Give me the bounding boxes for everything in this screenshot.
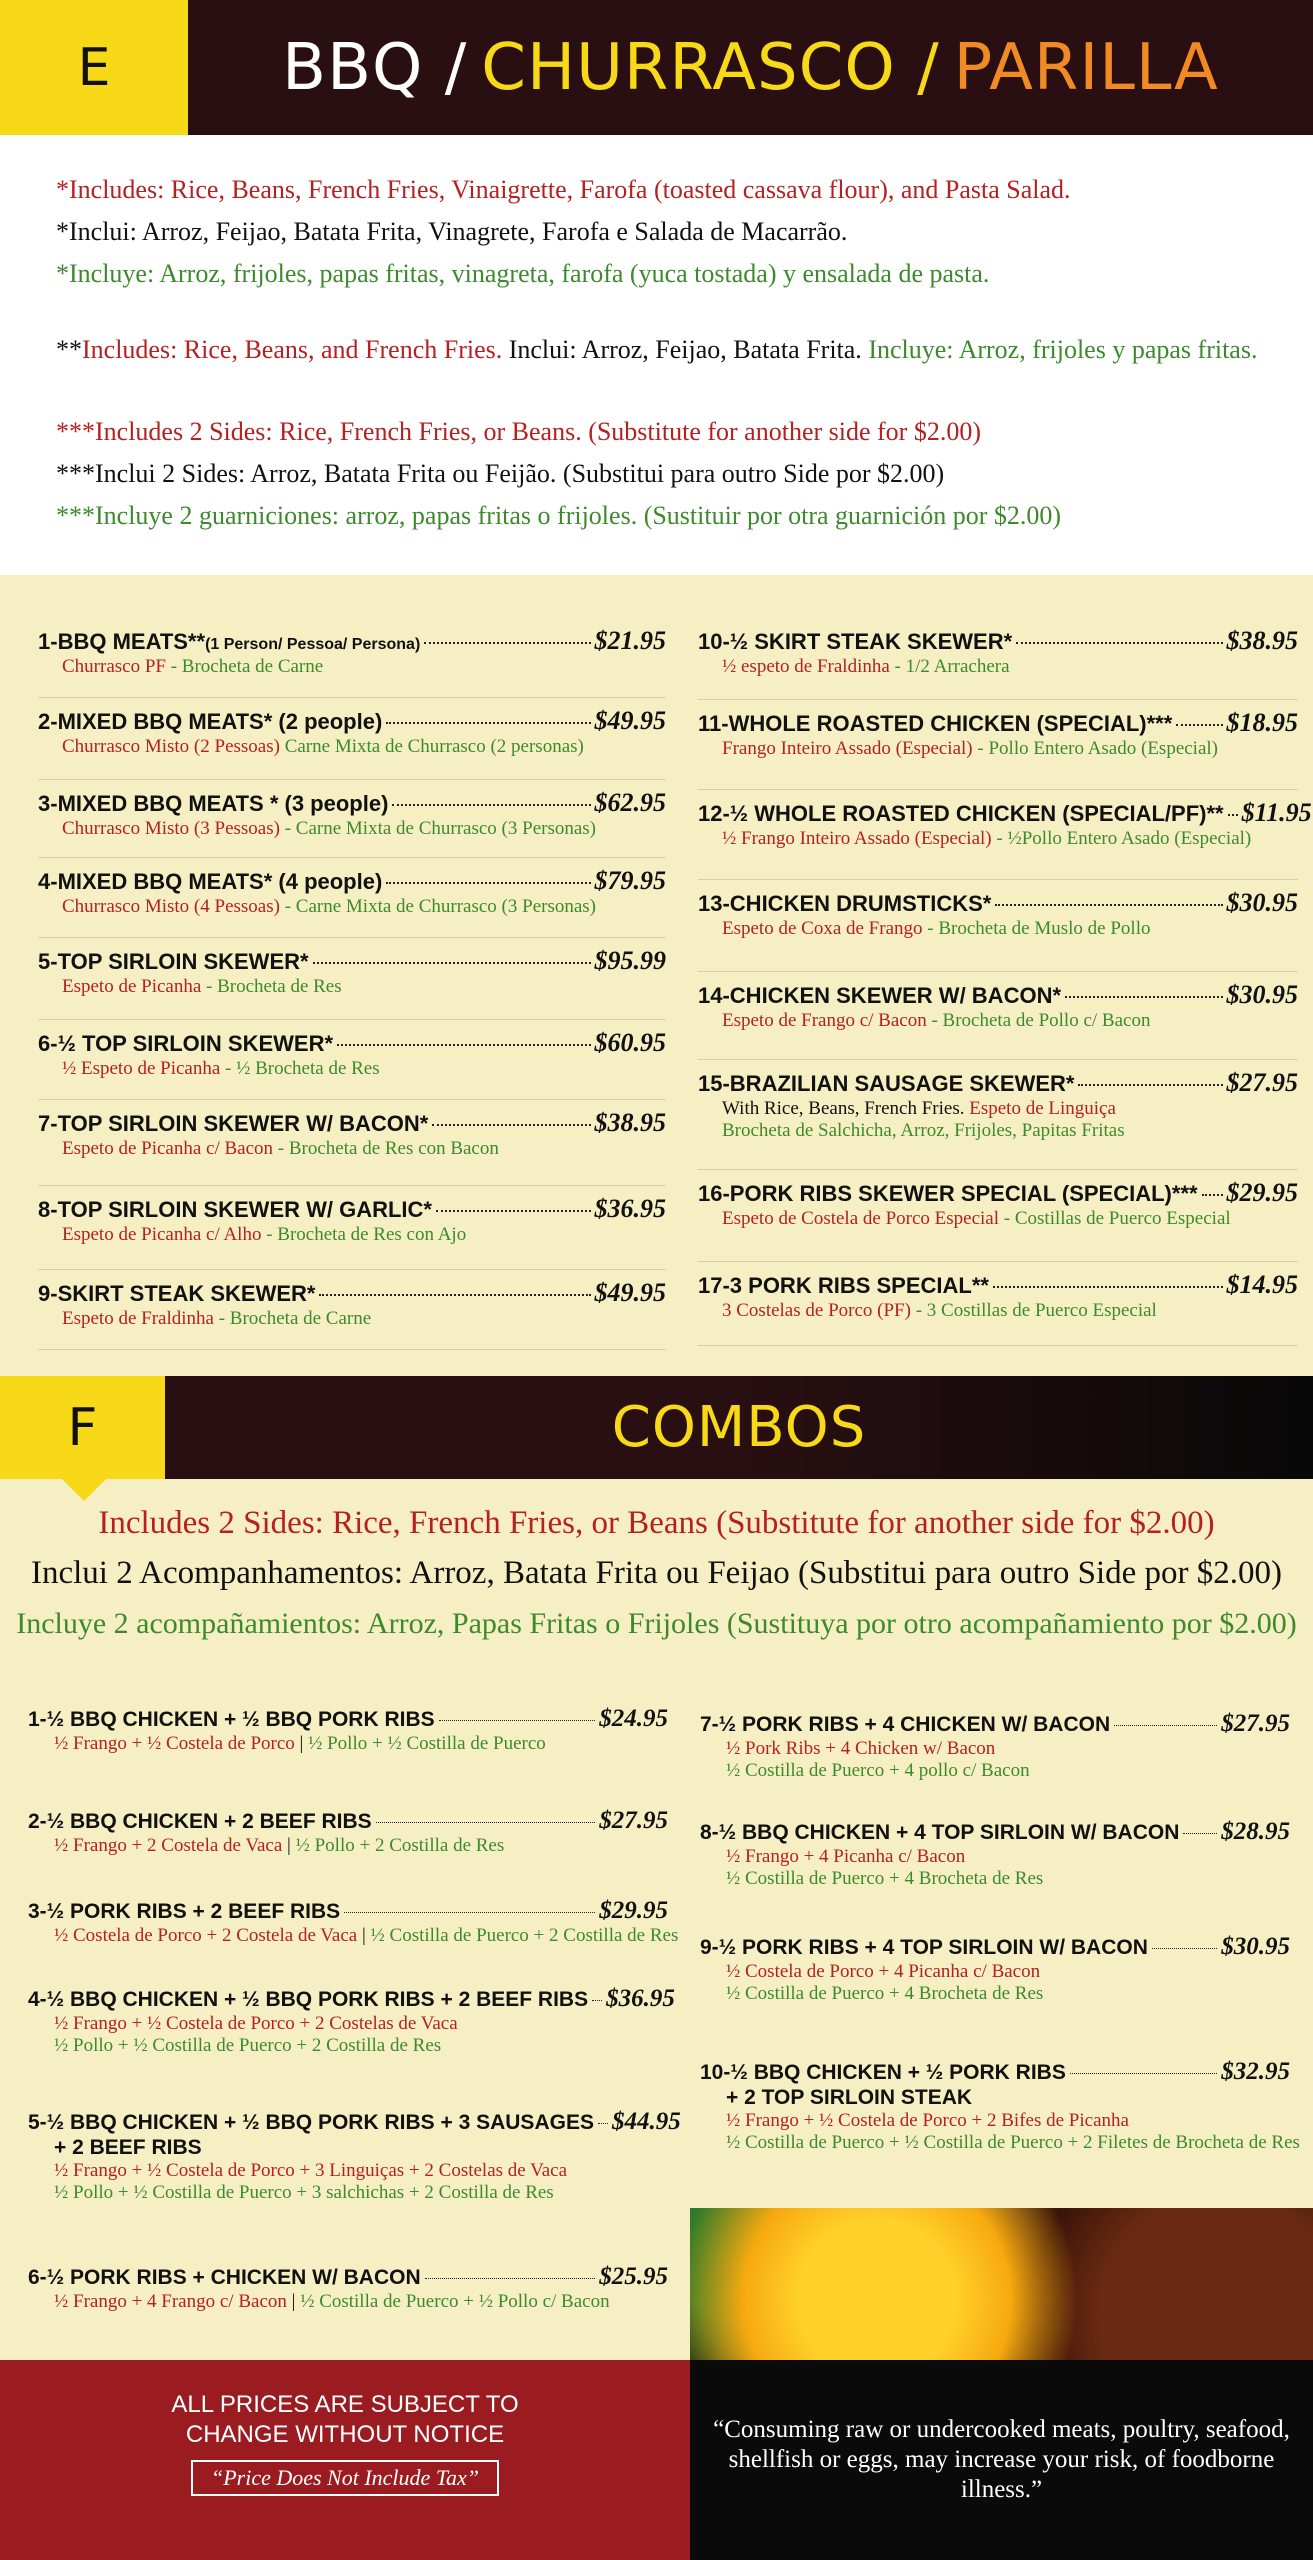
- leader-dots: [1070, 2073, 1217, 2074]
- item-name: MIXED BBQ MEATS* (2 people): [57, 709, 383, 734]
- leader-dots: [386, 882, 590, 884]
- translation-fragment: ½ Frango + ½ Costela de Porco + 3 Linguiças + 2 Costelas de Vaca: [54, 2160, 568, 2181]
- leader-dots: [436, 1210, 591, 1212]
- combo-translation: [700, 2132, 1300, 2154]
- combo-name: 9-½ PORK RIBS + 4 TOP SIRLOIN W/ BACON: [700, 1936, 1148, 1959]
- translation-fragment: 3 Costelas de Porco (PF): [722, 1300, 916, 1321]
- translation-fragment: Brocheta de Salchicha, Arroz, Frijoles, Papitas Fritas: [722, 1120, 1125, 1141]
- combo-price: $24.95: [599, 1705, 668, 1732]
- menu-item: [698, 880, 1298, 972]
- item-price: $21.95: [594, 626, 666, 655]
- translation-fragment: Espeto de Picanha c/ Bacon: [62, 1138, 278, 1159]
- item-name: WHOLE ROASTED CHICKEN (SPECIAL)***: [728, 711, 1173, 736]
- translation-fragment: Espeto de Coxa de Frango: [722, 918, 928, 939]
- item-translation: [698, 1098, 1298, 1120]
- combo-translation: [700, 1983, 1290, 2005]
- translation-fragment: Espeto de Linguiça: [969, 1098, 1116, 1119]
- translation-fragment: ½ Costilla de Puerco + 4 Brocheta de Res: [726, 1983, 1044, 2004]
- section-f-title: COMBOS: [611, 1395, 867, 1460]
- item-name: BRAZILIAN SAUSAGE SKEWER*: [729, 1071, 1075, 1096]
- item-translation: [38, 736, 666, 758]
- translation-fragment: ½ espeto de Fraldinha: [722, 656, 895, 677]
- translation-fragment: With Rice, Beans, French Fries.: [722, 1098, 970, 1119]
- note-line: [56, 335, 1257, 365]
- combo-item: [700, 1710, 1290, 1782]
- combo-price: $44.95: [611, 2108, 681, 2135]
- combos-note-en: Includes 2 Sides: Rice, French Fries, or Beans (Substitute for another side for $2.00): [98, 1505, 1215, 1541]
- menu-item: [38, 1100, 666, 1186]
- leader-dots: [425, 2278, 596, 2279]
- item-number: 11-: [698, 711, 729, 736]
- leader-dots: [376, 1822, 596, 1823]
- includes-notes: [0, 135, 1313, 575]
- item-number: 13-: [698, 891, 730, 916]
- combo-translation: [700, 1738, 1290, 1760]
- item-translation: [698, 1120, 1298, 1142]
- translation-fragment: - Brocheta de Res con Bacon: [277, 1138, 499, 1159]
- note-line: ***Includes 2 Sides: Rice, French Fries, or Beans. (Substitute for another side for $2.00): [56, 417, 981, 446]
- translation-fragment: ½ Frango + 4 Picanha c/ Bacon: [726, 1846, 966, 1867]
- combo-price: $36.95: [606, 1985, 675, 2012]
- item-number: 15-: [698, 1071, 730, 1096]
- price-notice-line2: CHANGE WITHOUT NOTICE: [185, 2421, 505, 2448]
- section-e-header: [0, 0, 1313, 135]
- translation-fragment: - Costillas de Puerco Especial: [1003, 1208, 1231, 1229]
- leader-dots: [1114, 1725, 1217, 1726]
- item-price: $60.95: [594, 1028, 666, 1057]
- item-price: $95.99: [594, 946, 666, 975]
- translation-fragment: ½ Pollo + ½ Costilla de Puerco + 2 Costilla de Res: [54, 2035, 442, 2056]
- item-translation: [38, 896, 666, 918]
- combo-item: [28, 1985, 675, 2057]
- translation-fragment: ½ Costilla de Puerco + 4 Brocheta de Res: [726, 1868, 1044, 1889]
- translation-fragment: ½ Frango + ½ Costela de Porco + 2 Bifes de Picanha: [726, 2110, 1129, 2131]
- bbq-menu-left: [38, 618, 666, 1350]
- leader-dots: [993, 1286, 1223, 1288]
- item-number: 5-: [38, 949, 58, 974]
- combo-name: 1-½ BBQ CHICKEN + ½ BBQ PORK RIBS: [28, 1708, 435, 1731]
- leader-dots: [995, 904, 1222, 906]
- menu-item: [698, 972, 1298, 1060]
- leader-dots: [1183, 1833, 1217, 1834]
- translation-fragment: - Brocheta de Res: [206, 976, 342, 997]
- combo-price: $29.95: [599, 1897, 668, 1924]
- leader-dots: [598, 2123, 608, 2124]
- translation-fragment: Espeto de Fraldinha: [62, 1308, 219, 1329]
- item-name: TOP SIRLOIN SKEWER*: [57, 949, 309, 974]
- note-fragment: Includes: Rice, Beans, and French Fries.: [82, 335, 509, 364]
- combo-item: [700, 1818, 1290, 1890]
- item-name: 3 PORK RIBS SPECIAL**: [729, 1273, 989, 1298]
- combo-translation: [28, 2182, 668, 2204]
- item-price: $38.95: [1226, 626, 1298, 655]
- item-number: 14-: [698, 983, 730, 1008]
- item-number: 12-: [698, 801, 730, 826]
- item-name: BBQ MEATS**: [57, 629, 206, 654]
- translation-fragment: Churrasco Misto (2 Pessoas): [62, 736, 285, 757]
- translation-fragment: |: [361, 1925, 371, 1946]
- combo-price: $28.95: [1221, 1818, 1290, 1845]
- translation-fragment: ½ Frango + 2 Costela de Vaca: [54, 1835, 288, 1856]
- item-translation: [38, 1308, 666, 1330]
- leader-dots: [337, 1044, 590, 1046]
- combo-translation: [700, 2110, 1290, 2132]
- item-translation: [698, 1300, 1298, 1322]
- item-translation: [698, 1010, 1298, 1032]
- item-translation: [38, 976, 666, 998]
- note-fragment: Incluye: Arroz, frijoles y papas fritas.: [868, 335, 1258, 364]
- note-line: ***Incluye 2 guarniciones: arroz, papas fritas o frijoles. (Sustituir por otra guarnición por $2.00): [56, 501, 1062, 530]
- combo-translation: [28, 2035, 668, 2057]
- item-price: $62.95: [594, 788, 666, 817]
- translation-fragment: - Brocheta de Muslo de Pollo: [927, 918, 1151, 939]
- combo-item: [28, 1807, 668, 1857]
- translation-fragment: ½ Costilla de Puerco + 4 pollo c/ Bacon: [726, 1760, 1030, 1781]
- translation-fragment: ½ Costilla de Puerco + ½ Pollo c/ Bacon: [300, 2291, 610, 2312]
- translation-fragment: ½ Costilla de Puerco + ½ Costilla de Puerco + 2 Filetes de Brocheta de Res: [726, 2132, 1300, 2153]
- combo-item: [28, 1705, 668, 1755]
- item-number: 4-: [38, 869, 58, 894]
- item-price: $38.95: [594, 1108, 666, 1137]
- combo-translation: [28, 1925, 679, 1947]
- translation-fragment: Espeto de Picanha: [62, 976, 207, 997]
- menu-item: [38, 698, 666, 780]
- item-name: MIXED BBQ MEATS * (3 people): [57, 791, 389, 816]
- translation-fragment: - Carne Mixta de Churrasco (3 Personas): [284, 896, 597, 917]
- item-price: $27.95: [1226, 1068, 1298, 1097]
- combo-translation: [28, 1733, 668, 1755]
- menu-item: [38, 1020, 666, 1100]
- section-f-header: [0, 1376, 1313, 1479]
- combo-item: [28, 1897, 679, 1947]
- translation-fragment: - Pollo Entero Asado (Especial): [977, 738, 1218, 759]
- translation-fragment: - Carne Mixta de Churrasco (3 Personas): [284, 818, 597, 839]
- translation-fragment: Churrasco PF: [62, 656, 171, 677]
- combo-name: 6-½ PORK RIBS + CHICKEN W/ BACON: [28, 2266, 421, 2289]
- item-translation: [38, 818, 666, 840]
- translation-fragment: - Brocheta de Carne: [170, 656, 324, 677]
- combo-translation: [700, 1760, 1290, 1782]
- item-name: SKIRT STEAK SKEWER*: [57, 1281, 316, 1306]
- combo-price: $32.95: [1221, 2058, 1290, 2085]
- translation-fragment: Espeto de Picanha c/ Alho: [62, 1224, 267, 1245]
- item-name: PORK RIBS SKEWER SPECIAL (SPECIAL)***: [729, 1181, 1198, 1206]
- item-translation: [38, 656, 666, 678]
- item-number: 17-: [698, 1273, 730, 1298]
- translation-fragment: ½ Pollo + ½ Costilla de Puerco + 3 salchichas + 2 Costilla de Res: [54, 2182, 554, 2203]
- combo-name: 2-½ BBQ CHICKEN + 2 BEEF RIBS: [28, 1810, 372, 1833]
- item-price: $36.95: [594, 1194, 666, 1223]
- menu-item: [38, 858, 666, 938]
- translation-fragment: ½ Espeto de Picanha: [62, 1058, 226, 1079]
- leader-dots: [313, 962, 591, 964]
- menu-item: [698, 700, 1298, 790]
- translation-fragment: ½ Pollo + 2 Costilla de Res: [295, 1835, 505, 1856]
- combo-name: 7-½ PORK RIBS + 4 CHICKEN W/ BACON: [700, 1713, 1111, 1736]
- menu-item: [38, 780, 666, 858]
- item-number: 16-: [698, 1181, 730, 1206]
- item-translation: [698, 656, 1298, 678]
- item-price: $29.95: [1226, 1178, 1298, 1207]
- translation-fragment: |: [299, 1733, 309, 1754]
- leader-dots: [439, 1720, 596, 1721]
- leader-dots: [392, 804, 590, 806]
- translation-fragment: Churrasco Misto (3 Pessoas): [62, 818, 285, 839]
- translation-fragment: - 1/2 Arrachera: [894, 656, 1010, 677]
- title-parilla: PARILLA: [953, 30, 1219, 105]
- item-name: TOP SIRLOIN SKEWER W/ BACON*: [57, 1111, 429, 1136]
- bbq-menu-right: [698, 618, 1312, 1346]
- translation-fragment: - ½Pollo Entero Asado (Especial): [996, 828, 1252, 849]
- leader-dots: [1065, 996, 1222, 998]
- note-fragment: Inclui: Arroz, Feijao, Batata Frita.: [508, 335, 869, 364]
- item-number: 7-: [38, 1111, 58, 1136]
- price-notice: [0, 2360, 690, 2560]
- item-price: $11.95: [1241, 798, 1312, 827]
- translation-fragment: ½ Pork Ribs + 4 Chicken w/ Bacon: [726, 1738, 996, 1759]
- leader-dots: [1078, 1084, 1222, 1086]
- consumption-warning: “Consuming raw or undercooked meats, poultry, seafood, shellfish or eggs, may increase your risk, of foodborne illness.”: [690, 2360, 1313, 2560]
- item-translation: [38, 1138, 666, 1160]
- title-churrasco: CHURRASCO /: [481, 30, 940, 105]
- menu-item: [38, 1186, 666, 1270]
- note-fragment: **: [56, 335, 82, 364]
- section-e-tag: E: [0, 0, 188, 135]
- food-photo: [690, 2208, 1313, 2360]
- item-name: TOP SIRLOIN SKEWER W/ GARLIC*: [57, 1197, 432, 1222]
- leader-dots: [432, 1124, 590, 1126]
- translation-fragment: - ½ Brocheta de Res: [225, 1058, 380, 1079]
- item-note: (1 Person/ Pessoa/ Persona): [205, 636, 421, 653]
- title-bbq: BBQ /: [282, 30, 468, 105]
- item-number: 2-: [38, 709, 58, 734]
- combo-translation: [28, 2160, 668, 2182]
- translation-fragment: ½ Frango + ½ Costela de Porco + 2 Costelas de Vaca: [54, 2013, 458, 2034]
- combos-note-es: Incluye 2 acompañamientos: Arroz, Papas Fritas o Frijoles (Sustituya por otro acompañamiento por $2.00): [16, 1607, 1297, 1640]
- combo-name: 10-½ BBQ CHICKEN + ½ PORK RIBS: [700, 2061, 1066, 2084]
- translation-fragment: - 3 Costillas de Puerco Especial: [915, 1300, 1157, 1321]
- item-translation: [698, 738, 1298, 760]
- combo-name: 3-½ PORK RIBS + 2 BEEF RIBS: [28, 1900, 341, 1923]
- item-translation: [38, 1224, 666, 1246]
- item-name: ½ WHOLE ROASTED CHICKEN (SPECIAL/PF)**: [729, 801, 1224, 826]
- combo-price: $30.95: [1221, 1933, 1290, 1960]
- translation-fragment: ½ Costela de Porco + 2 Costela de Vaca: [54, 1925, 362, 1946]
- menu-item: [698, 1262, 1298, 1346]
- translation-fragment: ½ Frango + 4 Frango c/ Bacon: [54, 2291, 292, 2312]
- translation-fragment: - Brocheta de Carne: [218, 1308, 372, 1329]
- leader-dots: [424, 642, 590, 644]
- item-name: ½ SKIRT STEAK SKEWER*: [729, 629, 1013, 654]
- leader-dots: [344, 1912, 595, 1913]
- translation-fragment: |: [287, 1835, 296, 1856]
- translation-fragment: |: [291, 2291, 301, 2312]
- item-number: 3-: [38, 791, 58, 816]
- leader-dots: [1228, 814, 1238, 816]
- item-translation: [698, 1208, 1298, 1230]
- combo-price: $25.95: [599, 2263, 668, 2290]
- menu-item: [698, 790, 1312, 880]
- price-notice-line1: ALL PRICES ARE SUBJECT TO: [171, 2391, 519, 2418]
- translation-fragment: ½ Costilla de Puerco + 2 Costilla de Res: [370, 1925, 679, 1946]
- combo-name: 8-½ BBQ CHICKEN + 4 TOP SIRLOIN W/ BACON: [700, 1821, 1180, 1844]
- combo-extra: + 2 BEEF RIBS: [54, 2136, 202, 2159]
- item-number: 9-: [38, 1281, 58, 1306]
- item-translation: [698, 918, 1298, 940]
- item-price: $14.95: [1226, 1270, 1298, 1299]
- section-f-tag: F: [0, 1376, 165, 1479]
- translation-fragment: Espeto de Costela de Porco Especial: [722, 1208, 1004, 1229]
- item-name: ½ TOP SIRLOIN SKEWER*: [57, 1031, 334, 1056]
- combo-translation: [28, 1835, 668, 1857]
- item-translation: [698, 828, 1298, 850]
- item-number: 8-: [38, 1197, 58, 1222]
- item-price: $30.95: [1226, 888, 1298, 917]
- leader-dots: [1202, 1194, 1223, 1196]
- item-name: CHICKEN SKEWER W/ BACON*: [729, 983, 1062, 1008]
- translation-fragment: ½ Frango + ½ Costela de Porco: [54, 1733, 300, 1754]
- item-name: CHICKEN DRUMSTICKS*: [729, 891, 992, 916]
- menu-item: [698, 1170, 1298, 1262]
- combo-price: $27.95: [599, 1807, 668, 1834]
- translation-fragment: ½ Pollo + ½ Costilla de Puerco: [308, 1733, 546, 1754]
- item-name: MIXED BBQ MEATS* (4 people): [57, 869, 383, 894]
- translation-fragment: - Brocheta de Res con Ajo: [266, 1224, 467, 1245]
- item-price: $30.95: [1226, 980, 1298, 1009]
- item-number: 1-: [38, 629, 58, 654]
- menu-item: [698, 618, 1298, 700]
- item-number: 10-: [698, 629, 730, 654]
- combo-translation: [28, 2013, 668, 2035]
- section-e-title: [188, 0, 1313, 135]
- item-translation: [38, 1058, 666, 1080]
- leader-dots: [386, 722, 590, 724]
- leader-dots: [1016, 642, 1222, 644]
- combo-price: $27.95: [1221, 1710, 1290, 1737]
- menu-item: [38, 938, 666, 1020]
- combo-name: 5-½ BBQ CHICKEN + ½ BBQ PORK RIBS + 3 SAUSAGES: [28, 2111, 594, 2134]
- leader-dots: [1176, 724, 1222, 726]
- note-line: *Inclui: Arroz, Feijao, Batata Frita, Vinagrete, Farofa e Salada de Macarrão.: [56, 217, 848, 246]
- combo-item: [700, 1933, 1290, 2005]
- combo-name: 4-½ BBQ CHICKEN + ½ BBQ PORK RIBS + 2 BEEF RIBS: [28, 1988, 589, 2011]
- item-price: $49.95: [594, 706, 666, 735]
- combos-note-pt: Inclui 2 Acompanhamentos: Arroz, Batata Frita ou Feijao (Substitui para outro Side por $2.00): [30, 1555, 1283, 1591]
- combo-translation: [700, 1961, 1290, 1983]
- item-price: $79.95: [594, 866, 666, 895]
- item-price: $18.95: [1226, 708, 1298, 737]
- note-line: *Incluye: Arroz, frijoles, papas fritas, vinagreta, farofa (yuca tostada) y ensalada de pasta.: [56, 259, 990, 288]
- item-price: $49.95: [594, 1278, 666, 1307]
- combo-item: [700, 2058, 1300, 2154]
- translation-fragment: ½ Frango Inteiro Assado (Especial): [722, 828, 997, 849]
- combo-item: [28, 2108, 681, 2204]
- combo-translation: [28, 2291, 668, 2313]
- menu-item: [38, 1270, 666, 1350]
- combo-item: [28, 2263, 668, 2313]
- translation-fragment: ½ Costela de Porco + 4 Picanha c/ Bacon: [726, 1961, 1041, 1982]
- tax-notice: “Price Does Not Include Tax”: [191, 2460, 499, 2496]
- translation-fragment: Frango Inteiro Assado (Especial): [722, 738, 978, 759]
- leader-dots: [319, 1294, 590, 1296]
- leader-dots: [1152, 1948, 1217, 1949]
- translation-fragment: - Brocheta de Pollo c/ Bacon: [931, 1010, 1151, 1031]
- item-number: 6-: [38, 1031, 58, 1056]
- menu-item: [698, 1060, 1298, 1170]
- menu-item: [38, 618, 666, 698]
- leader-dots: [592, 2000, 602, 2001]
- note-line: ***Inclui 2 Sides: Arroz, Batata Frita ou Feijão. (Substitui para outro Side por $2.00): [56, 459, 945, 488]
- combo-translation: [700, 1868, 1290, 1890]
- translation-fragment: Churrasco Misto (4 Pessoas): [62, 896, 285, 917]
- combo-translation: [700, 1846, 1290, 1868]
- translation-fragment: Espeto de Frango c/ Bacon: [722, 1010, 932, 1031]
- note-line: *Includes: Rice, Beans, French Fries, Vinaigrette, Farofa (toasted cassava flour), and Pasta Salad.: [56, 175, 1071, 204]
- translation-fragment: Carne Mixta de Churrasco (2 personas): [284, 736, 584, 757]
- combo-extra: + 2 TOP SIRLOIN STEAK: [726, 2086, 973, 2109]
